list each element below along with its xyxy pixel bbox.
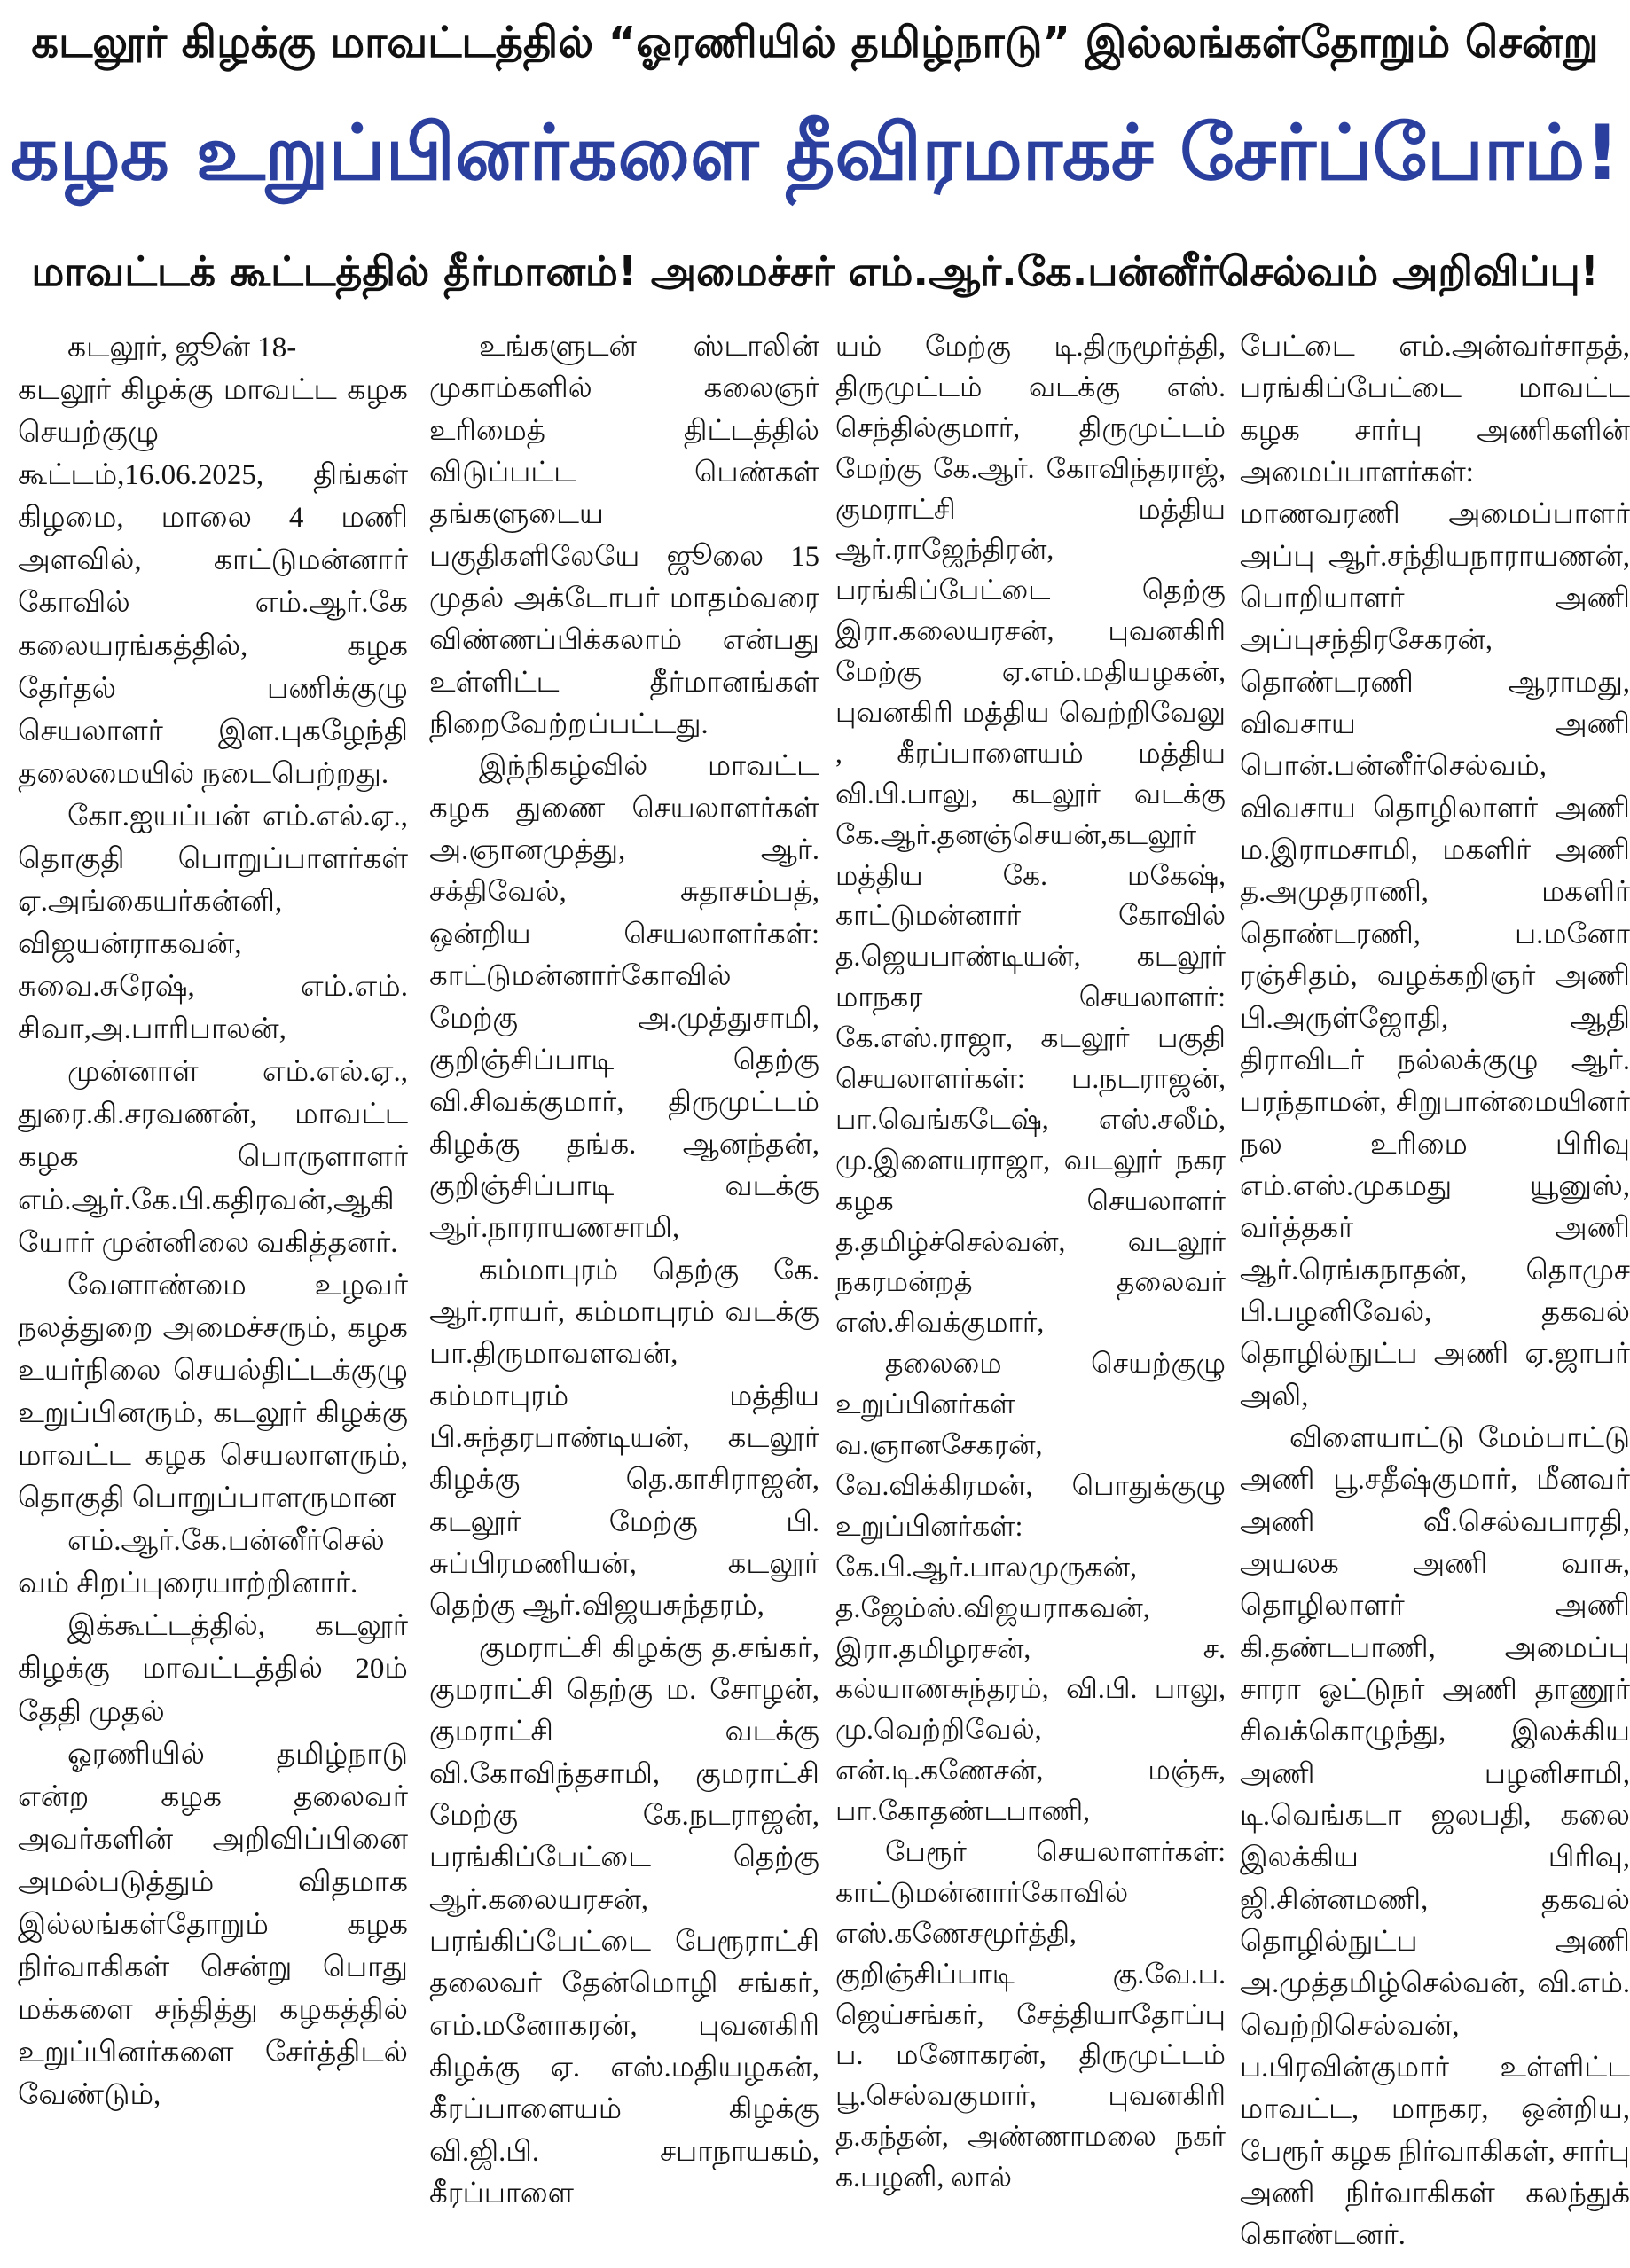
article-paragraph: பேட்டை எம்.அன்வர்சாதத், பரங்கிப்பேட்டை மாவட்ட கழக சார்பு அணிகளின் அமைப்பாளர்கள்: மாணவரணி அமைப்பாளர் அப்பு ஆர்.சந்தியநாராயணன், பொறியாளர் அணி அப்புசந்திரசேகரன், தொண்டரணி ஆராமது, விவசாய அணி பொன்.பன்னீர்செல்வம், விவசாய தொழிலாளர் அணி ம.இராமசாமி, மகளிர் அணி த.அமுதராணி, மகளிர் தொண்டரணி, ப.மனோ ரஞ்சிதம், வழக்கறிஞர் அணி பி.அருள்ஜோதி, ஆதி திராவிடர் நல்லக்குழு ஆர். பரந்தாமன், சிறுபான்மையினர் நல உரிமை பிரிவு எம்.எஸ்.முகமது யூனுஸ், வர்த்தகர் அணி ஆர்.ரெங்கநாதன், தொமுச பி.பழனிவேல், தகவல் தொழில்நுட்ப அணி ஏ.ஜாபர் அலி, bbox=[1240, 331, 1630, 1412]
article-paragraph: கம்மாபுரம் தெற்கு கே. ஆர்.ராயர், கம்மாபுரம் வடக்கு பா.திருமாவளவன், கம்மாபுரம் மத்திய பி.சுந்தரபாண்டியன், கடலூர் கிழக்கு தெ.காசிராஜன், கடலூர் மேற்கு பி. சுப்பிரமணியன், கடலூர் தெற்கு ஆர்.விஜயசுந்தரம், bbox=[429, 1254, 819, 1623]
article-paragraph: யம் மேற்கு டி.திருமூர்த்தி, திருமுட்டம் வடக்கு எஸ். செந்தில்குமார், திருமுட்டம் மேற்கு கே.ஆர். கோவிந்தராஜ், குமராட்சி மத்திய ஆர்.ராஜேந்திரன், பரங்கிப்பேட்டை தெற்கு இரா.கலையரசன், புவனகிரி மேற்கு ஏ.எம்.மதியழகன், புவனகிரி மத்திய வெற்றிவேலு , கீரப்பாளையம் மத்திய வி.பி.பாலு, கடலூர் வடக்கு கே.ஆர்.தனஞ்செயன்,கடலூர் மத்திய கே. மகேஷ், காட்டுமன்னார் கோவில் த.ஜெயபாண்டியன், கடலூர் மாநகர செயலாளர்: கே.எஸ்.ராஜா, கடலூர் பகுதி செயலாளர்கள்: ப.நடராஜன், பா.வெங்கடேஷ், எஸ்.சலீம், மு.இளையராஜா, வடலூர் நகர கழக செயலாளர் த.தமிழ்ச்செல்வன், வடலூர் நகரமன்றத் தலைவர் எஸ்.சிவக்குமார், bbox=[835, 331, 1226, 1339]
article-column bbox=[1240, 326, 1630, 2264]
article-paragraph: விளையாட்டு மேம்பாட்டு அணி பூ.சதீஷ்குமார், மீனவர் அணி வீ.செல்வபாரதி, அயலக அணி வாசு, தொழிலாளர் அணி கி.தண்டபாணி, அமைப்பு சாரா ஓட்டுநர் அணி தாணூர் சிவக்கொழுந்து, இலக்கிய அணி பழனிசாமி, டி.வெங்கடா ஜலபதி, கலை இலக்கிய பிரிவு, ஜி.சின்னமணி, தகவல் தொழில்நுட்ப அணி அ.முத்தமிழ்செல்வன், வி.எம். வெற்றிசெல்வன், ப.பிரவின்குமார் உள்ளிட்ட மாவட்ட, மாநகர, ஒன்றிய, பேரூர் கழக நிர்வாகிகள், சார்பு அணி நிர்வாகிகள் கலந்துக் கொண்டனர். bbox=[1240, 1421, 1630, 2252]
article-paragraph: பேரூர் செயலாளர்கள்: காட்டுமன்னார்கோவில் எஸ்.கணேசமூர்த்தி, குறிஞ்சிப்பாடி கு.வே.ப. ஜெய்சங்கர், சேத்தியாதோப்பு ப. மனோகரன், திருமுட்டம் பூ.செல்வகுமார், புவனகிரி த.கந்தன், அண்ணாமலை நகர் க.பழனி, லால் bbox=[835, 1835, 1226, 2194]
article-paragraph: வேளாண்மை உழவர் நலத்துறை அமைச்சரும், கழக உயர்நிலை செயல்திட்டக்குழு உறுப்பினரும், கடலூர் கிழக்கு மாவட்ட கழக செயலாளரும், தொகுதி பொறுப்பாளருமான bbox=[18, 1269, 408, 1515]
article-paragraph: முன்னாள் எம்.எல்.ஏ., துரை.கி.சரவணன், மாவட்ட கழக பொருளாளர் எம்.ஆர்.கே.பி.கதிரவன்,ஆகியோர் முன்னிலை வகித்தனர். bbox=[18, 1056, 408, 1259]
article-paragraph: ஓரணியில் தமிழ்நாடு என்ற கழக தலைவர் அவர்களின் அறிவிப்பினை அமல்படுத்தும் விதமாக இல்லங்கள்தோறும் கழக நிர்வாகிகள் சென்று பொது மக்களை சந்தித்து கழகத்தில் உறுப்பினர்களை சேர்த்திடல் வேண்டும், bbox=[18, 1738, 408, 2112]
headline: கழக உறுப்பினர்களை தீவிரமாகச் சேர்ப்போம்! bbox=[10, 109, 1620, 198]
article-paragraph: கடலூர் கிழக்கு மாவட்ட கழக செயற்குழு கூட்டம்,16.06.2025, திங்கள் கிழமை, மாலை 4 மணி அளவில், காட்டுமன்னார் கோவில் எம்.ஆர்.கே கலையரங்கத்தில், கழக தேர்தல் பணிக்குழு செயலாளர் இள.புகழேந்தி தலைமையில் நடைபெற்றது. bbox=[18, 374, 408, 790]
article-column bbox=[18, 326, 408, 2264]
article-paragraph: இக்கூட்டத்தில், கடலூர் கிழக்கு மாவட்டத்தில் 20ம் தேதி முதல் bbox=[18, 1610, 408, 1728]
article-column bbox=[429, 326, 819, 2264]
article-body bbox=[0, 326, 1630, 2264]
article-paragraph: கடலூர், ஜூன் 18- bbox=[67, 332, 297, 364]
article-paragraph: தலைமை செயற்குழு உறுப்பினர்கள் வ.ஞானசேகரன், வே.விக்கிரமன், பொதுக்குழு உறுப்பினர்கள்: கே.பி.ஆர்.பாலமுருகன், த.ஜேம்ஸ்.விஜயராகவன், இரா.தமிழரசன், ச. கல்யாணசுந்தரம், வி.பி. பாலு, மு.வெற்றிவேல், என்.டி.கணேசன், மஞ்சு, பா.கோதண்டபாணி, bbox=[835, 1348, 1226, 1827]
subheadline: மாவட்டக் கூட்டத்தில் தீர்மானம்! அமைச்சர் எம்.ஆர்.கே.பன்னீர்செல்வம் அறிவிப்பு! bbox=[31, 247, 1599, 295]
kicker-line: கடலூர் கிழக்கு மாவட்டத்தில் “ஓரணியில் தமிழ்நாடு” இல்லங்கள்தோறும் சென்று bbox=[31, 18, 1599, 67]
article-paragraph: எம்.ஆர்.கே.பன்னீர்செல்வம் சிறப்புரையாற்றினார். bbox=[18, 1525, 385, 1600]
article-paragraph: குமராட்சி கிழக்கு த.சங்கர், குமராட்சி தெற்கு ம. சோழன், குமராட்சி வடக்கு வி.கோவிந்தசாமி, குமராட்சி மேற்கு கே.நடராஜன், பரங்கிப்பேட்டை தெற்கு ஆர்.கலையரசன், பரங்கிப்பேட்டை பேரூராட்சி தலைவர் தேன்மொழி சங்கர், எம்.மனோகரன், புவனகிரி கிழக்கு ஏ. எஸ்.மதியழகன், கீரப்பாளையம் கிழக்கு வி.ஜி.பி. சபாநாயகம், கீரப்பாளை bbox=[429, 1631, 819, 2210]
article-paragraph: கோ.ஐயப்பன் எம்.எல்.ஏ., தொகுதி பொறுப்பாளர்கள் ஏ.அங்கையர்கன்னி, விஜயன்ராகவன், சுவை.சுரேஷ், எம்.எம். சிவா,அ.பாரிபாலன், bbox=[18, 800, 408, 1046]
article-paragraph: இந்நிகழ்வில் மாவட்ட கழக துணை செயலாளர்கள் அ.ஞானமுத்து, ஆர். சக்திவேல், சுதாசம்பத், ஒன்றிய செயலாளர்கள்: காட்டுமன்னார்கோவில் மேற்கு அ.முத்துசாமி, குறிஞ்சிப்பாடி தெற்கு வி.சிவக்குமார், திருமுட்டம் கிழக்கு தங்க. ஆனந்தன், குறிஞ்சிப்பாடி வடக்கு ஆர்.நாராயணசாமி, bbox=[429, 750, 819, 1245]
article-column bbox=[835, 326, 1226, 2264]
article-paragraph: உங்களுடன் ஸ்டாலின் முகாம்களில் கலைஞர் உரிமைத் திட்டத்தில் விடுப்பட்ட பெண்கள் தங்களுடைய பகுதிகளிலேயே ஜூலை 15 முதல் அக்டோபர் மாதம்வரை விண்ணப்பிக்கலாம் என்பது உள்ளிட்ட தீர்மானங்கள் நிறைவேற்றப்பட்டது. bbox=[429, 331, 819, 741]
